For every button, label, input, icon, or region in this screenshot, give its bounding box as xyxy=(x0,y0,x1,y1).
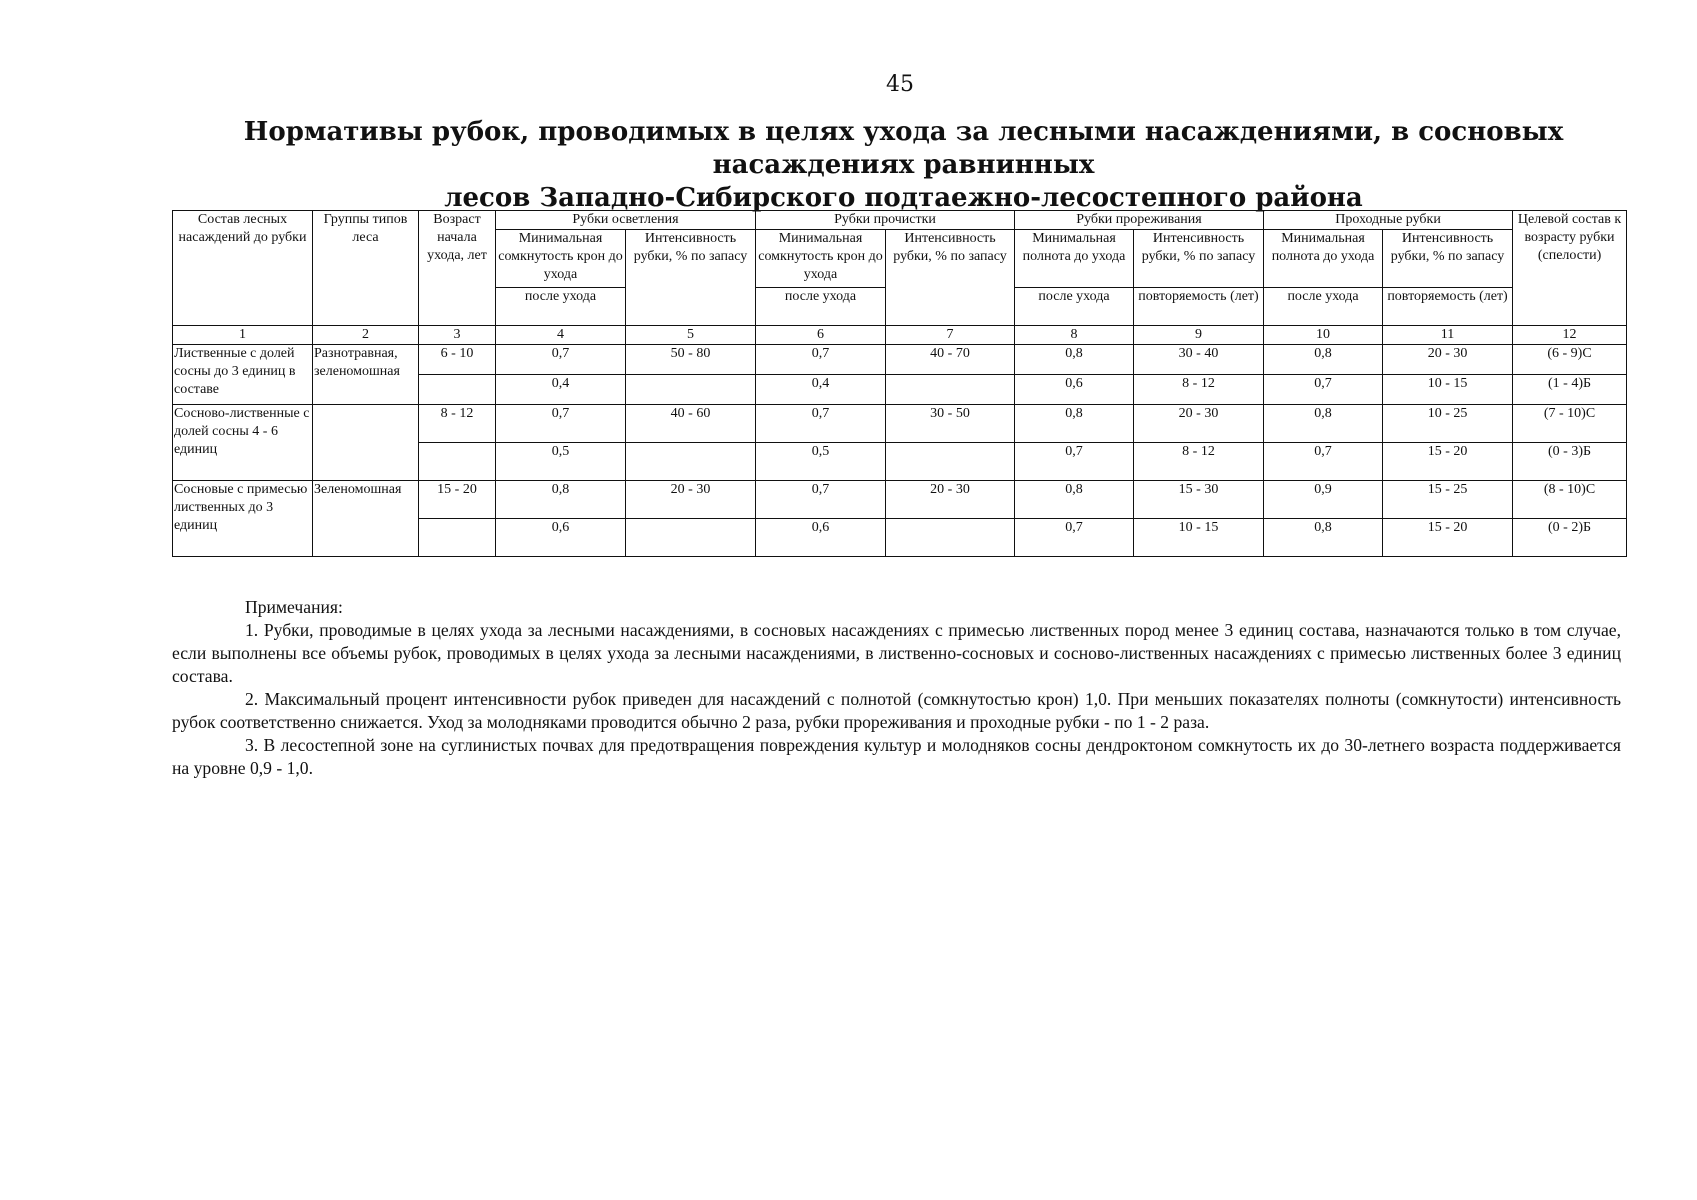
cell-value: 30 - 40 xyxy=(1134,345,1264,375)
header-after-care-4: после ухода xyxy=(496,288,626,326)
cell-value: 0,7 xyxy=(756,405,886,443)
col-number: 12 xyxy=(1513,326,1627,345)
header-target-composition: Целевой состав к возрасту рубки (спелости) xyxy=(1513,211,1627,326)
cell-value xyxy=(626,375,756,405)
cell-target: (8 - 10)С xyxy=(1513,481,1627,519)
cell-composition: Сосново-лиственные с долей сосны 4 - 6 единиц xyxy=(173,405,313,481)
note-item: 3. В лесостепной зоне на суглинистых почвах для предотвращения повреждения культур и молодняков сосны дендроктоном сомкнутость их до 30-летнего возраста поддерживается на уровне 0,9 - 1,0. xyxy=(172,735,1621,778)
cell-value xyxy=(886,375,1015,405)
header-min-density-8: Минимальная полнота до ухода xyxy=(1015,230,1134,288)
cell-value: 8 - 12 xyxy=(1134,443,1264,481)
cell-value: 20 - 30 xyxy=(886,481,1015,519)
cell-forest-type: Разнотравная, зеленомошная xyxy=(313,345,419,405)
cell-age-empty xyxy=(419,375,496,405)
note-item: 1. Рубки, проводимые в целях ухода за лесными насаждениями, в сосновых насаждениях с примесью лиственных пород менее 3 единиц состава, назначаются только в том случае, если выполнены все объемы рубок, проводимых в целях ухода за лесными насаждениями, в лиственно-сосновых и сосново-лиственных насаждениях с примесью лиственных более 3 единиц состава. xyxy=(172,620,1621,686)
cell-value: 20 - 30 xyxy=(1383,345,1513,375)
cell-value: 0,8 xyxy=(1264,519,1383,557)
header-min-closure-4: Минимальная сомкнутость крон до ухода xyxy=(496,230,626,288)
table-row xyxy=(173,405,1627,443)
document-title xyxy=(172,116,1635,215)
cell-value: 0,8 xyxy=(1264,405,1383,443)
col-number: 6 xyxy=(756,326,886,345)
title-line-2: лесов Западно-Сибирского подтаежно-лесостепного района xyxy=(444,183,1363,213)
cell-age-empty xyxy=(419,443,496,481)
cell-value: 0,6 xyxy=(496,519,626,557)
cell-value: 8 - 12 xyxy=(1134,375,1264,405)
notes-section xyxy=(172,596,1621,780)
table-row xyxy=(173,345,1627,375)
cell-value: 0,5 xyxy=(756,443,886,481)
column-numbers-row xyxy=(173,326,1627,345)
header-group-passage: Проходные рубки xyxy=(1264,211,1513,230)
page-number: 45 xyxy=(886,72,914,97)
header-group-cleaning: Рубки прочистки xyxy=(756,211,1015,230)
header-group-thinning: Рубки прореживания xyxy=(1015,211,1264,230)
cell-value: 0,8 xyxy=(496,481,626,519)
cell-value: 0,7 xyxy=(756,345,886,375)
cell-value: 15 - 30 xyxy=(1134,481,1264,519)
col-number: 1 xyxy=(173,326,313,345)
cell-value: 0,8 xyxy=(1264,345,1383,375)
cell-value xyxy=(886,443,1015,481)
cell-value: 0,4 xyxy=(756,375,886,405)
cell-target: (0 - 2)Б xyxy=(1513,519,1627,557)
cell-value: 15 - 25 xyxy=(1383,481,1513,519)
cell-value: 10 - 15 xyxy=(1134,519,1264,557)
cell-value: 0,5 xyxy=(496,443,626,481)
header-intensity-9: Интенсивность рубки, % по запасу xyxy=(1134,230,1264,288)
header-min-density-10: Минимальная полнота до ухода xyxy=(1264,230,1383,288)
cell-value xyxy=(626,443,756,481)
cell-target: (6 - 9)С xyxy=(1513,345,1627,375)
header-after-care-8: после ухода xyxy=(1015,288,1134,326)
col-number: 2 xyxy=(313,326,419,345)
cell-value: 0,6 xyxy=(756,519,886,557)
cell-target: (1 - 4)Б xyxy=(1513,375,1627,405)
col-number: 4 xyxy=(496,326,626,345)
cell-value: 0,9 xyxy=(1264,481,1383,519)
cell-age: 8 - 12 xyxy=(419,405,496,443)
cell-value: 0,7 xyxy=(1015,443,1134,481)
header-after-care-10: после ухода xyxy=(1264,288,1383,326)
cell-value xyxy=(886,519,1015,557)
header-repeatability-9: повторяемость (лет) xyxy=(1134,288,1264,326)
col-number: 11 xyxy=(1383,326,1513,345)
cell-age: 15 - 20 xyxy=(419,481,496,519)
col-number: 10 xyxy=(1264,326,1383,345)
col-number: 7 xyxy=(886,326,1015,345)
cell-value: 0,8 xyxy=(1015,481,1134,519)
cell-value: 50 - 80 xyxy=(626,345,756,375)
header-intensity-5: Интенсивность рубки, % по запасу xyxy=(626,230,756,326)
cell-value: 0,7 xyxy=(756,481,886,519)
header-group-clarification: Рубки осветления xyxy=(496,211,756,230)
table-row xyxy=(173,481,1627,519)
col-number: 3 xyxy=(419,326,496,345)
norms-table xyxy=(172,210,1627,557)
cell-composition: Лиственные с долей сосны до 3 единиц в составе xyxy=(173,345,313,405)
cell-value: 10 - 15 xyxy=(1383,375,1513,405)
cell-forest-type: Зеленомошная xyxy=(313,481,419,557)
header-forest-types: Группы типов леса xyxy=(313,211,419,326)
cell-value: 0,7 xyxy=(1264,443,1383,481)
cell-value: 20 - 30 xyxy=(626,481,756,519)
header-repeatability-11: повторяемость (лет) xyxy=(1383,288,1513,326)
note-item: 2. Максимальный процент интенсивности рубок приведен для насаждений с полнотой (сомкнутостью крон) 1,0. При меньших показателях полноты (сомкнутости) интенсивность рубок соответственно снижается. Уход за молодняками проводится обычно 2 раза, рубки прореживания и проходные рубки - по 1 - 2 раза. xyxy=(172,689,1621,732)
cell-value: 0,8 xyxy=(1015,345,1134,375)
header-intensity-11: Интенсивность рубки, % по запасу xyxy=(1383,230,1513,288)
cell-value: 0,6 xyxy=(1015,375,1134,405)
cell-value: 10 - 25 xyxy=(1383,405,1513,443)
cell-value: 0,7 xyxy=(1015,519,1134,557)
cell-value: 15 - 20 xyxy=(1383,443,1513,481)
header-intensity-7: Интенсивность рубки, % по запасу xyxy=(886,230,1015,326)
title-line-1: Нормативы рубок, проводимых в целях ухода за лесными насаждениями, в сосновых насаждениях равнинных xyxy=(243,117,1564,180)
cell-value: 30 - 50 xyxy=(886,405,1015,443)
header-composition: Состав лесных насаждений до рубки xyxy=(173,211,313,326)
cell-age: 6 - 10 xyxy=(419,345,496,375)
cell-value: 0,8 xyxy=(1015,405,1134,443)
cell-value: 15 - 20 xyxy=(1383,519,1513,557)
cell-value: 0,7 xyxy=(496,405,626,443)
cell-value: 20 - 30 xyxy=(1134,405,1264,443)
header-start-age: Возраст начала ухода, лет xyxy=(419,211,496,326)
cell-value xyxy=(626,519,756,557)
cell-value: 0,4 xyxy=(496,375,626,405)
cell-forest-type xyxy=(313,405,419,481)
cell-value: 40 - 60 xyxy=(626,405,756,443)
cell-value: 0,7 xyxy=(1264,375,1383,405)
header-after-care-6: после ухода xyxy=(756,288,886,326)
col-number: 9 xyxy=(1134,326,1264,345)
cell-value: 0,7 xyxy=(496,345,626,375)
cell-age-empty xyxy=(419,519,496,557)
col-number: 8 xyxy=(1015,326,1134,345)
header-min-closure-6: Минимальная сомкнутость крон до ухода xyxy=(756,230,886,288)
cell-target: (0 - 3)Б xyxy=(1513,443,1627,481)
notes-heading: Примечания: xyxy=(245,597,343,617)
cell-composition: Сосновые с примесью лиственных до 3 единиц xyxy=(173,481,313,557)
col-number: 5 xyxy=(626,326,756,345)
cell-value: 40 - 70 xyxy=(886,345,1015,375)
cell-target: (7 - 10)С xyxy=(1513,405,1627,443)
